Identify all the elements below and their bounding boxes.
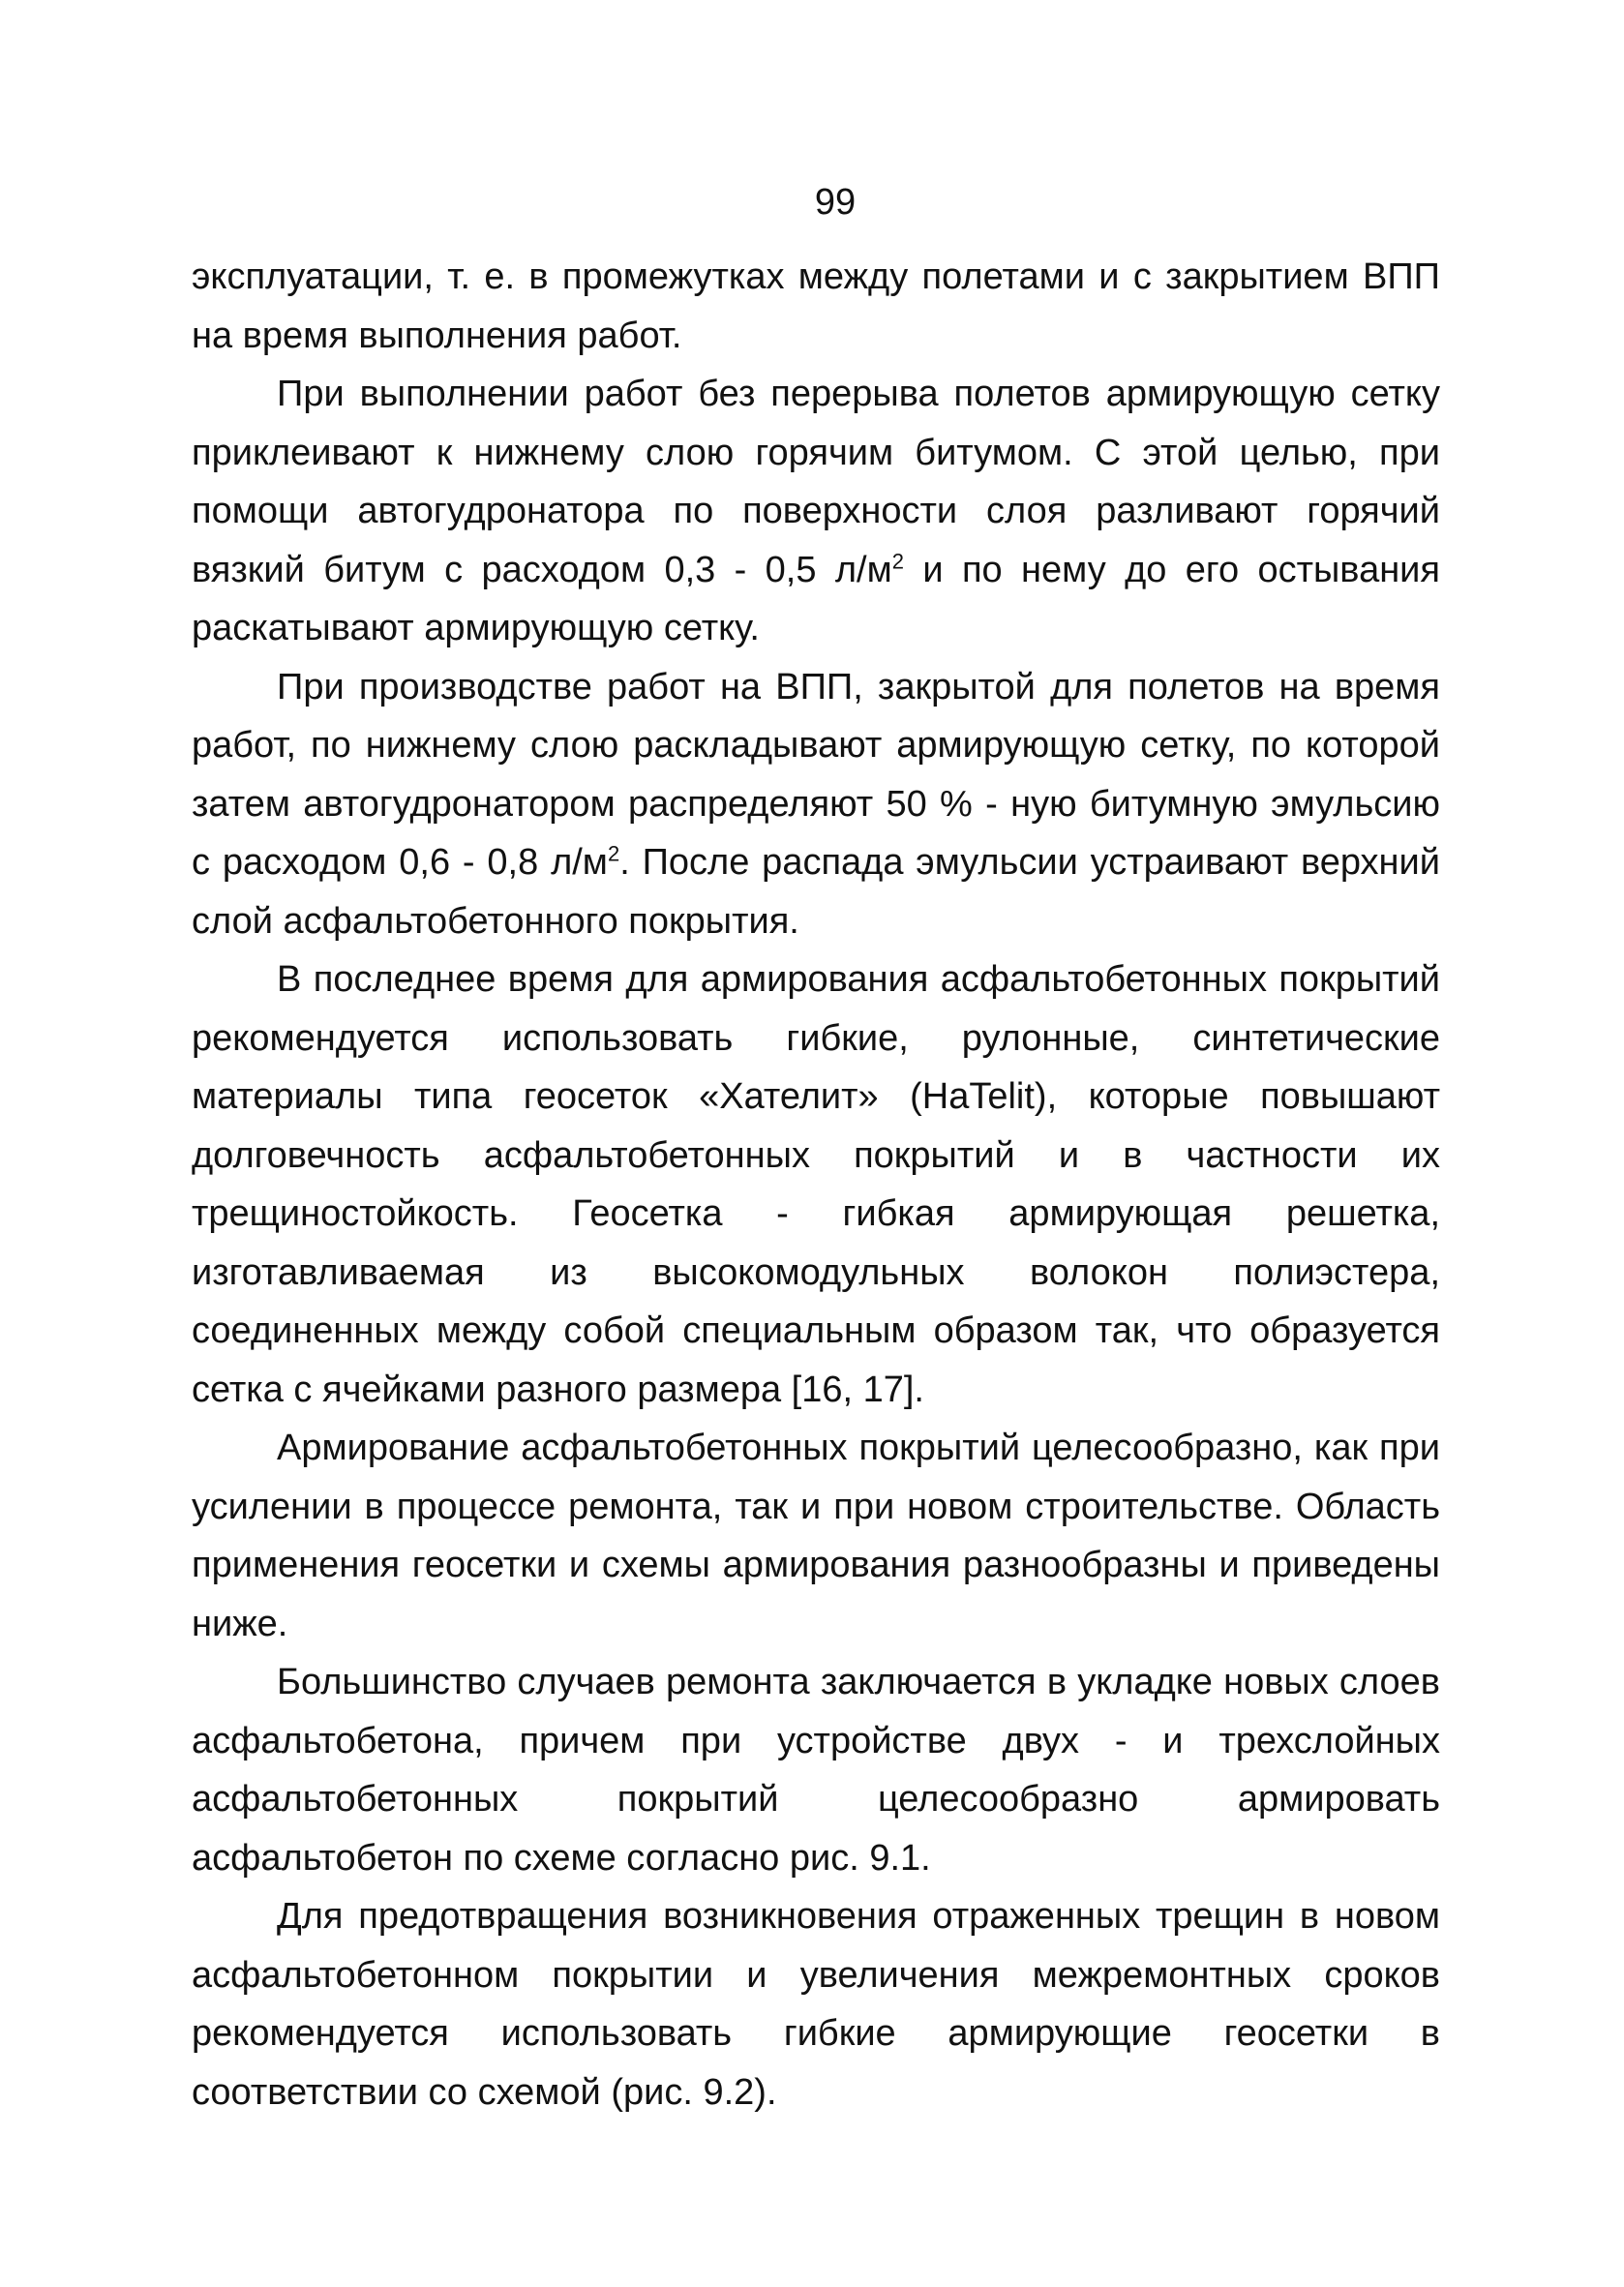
paragraph-7: Для предотвращения возникновения отраженных трещин в новом асфальтобетонном покрытии и увеличения межремонтных сроков рекомендуется использовать гибкие армирующие геосетки в соответствии со схемой (рис. 9.2). xyxy=(192,1896,1440,2113)
document-page xyxy=(192,174,1440,2121)
paragraph-2 xyxy=(192,365,1440,658)
paragraph-3-superscript: 2 xyxy=(607,841,620,866)
paragraph-3-text-before: При производстве работ на ВПП, закрытой для полетов на время работ, по нижнему слою раскладывают армирующую сетку, по которой затем автогудронатором распределяют 50 % - ную битумную эмульсию с расходом 0,6 - 0,8 л/м xyxy=(192,666,1440,883)
paragraph-1: эксплуатации, т. е. в промежутках между полетами и с закрытием ВПП на время выполнения работ. xyxy=(192,256,1440,356)
paragraph-2-superscript: 2 xyxy=(891,548,904,573)
paragraph-5: Армирование асфальтобетонных покрытий целесообразно, как при усилении в процессе ремонта, так и при новом строительстве. Область применения геосетки и схемы армирования разнообразны и приведены ниже. xyxy=(192,1428,1440,1644)
paragraph-3 xyxy=(192,658,1440,951)
paragraph-2-text-before: При выполнении работ без перерыва полетов армирующую сетку приклеивают к нижнему слою горячим битумом. С этой целью, при помощи автогудронатора по поверхности слоя разливают горячий вязкий битум с расходом 0,3 - 0,5 л/м xyxy=(192,374,1440,590)
paragraph-3-text-after: . После распада эмульсии устраивают верхний слой асфальтобетонного покрытия. xyxy=(192,842,1440,942)
page-number: 99 xyxy=(814,182,857,223)
paragraph-4: В последнее время для армирования асфальтобетонных покрытий рекомендуется использовать гибкие, рулонные, синтетические материалы типа геосеток «Хателит» (HaTelit), которые повышают долговечность асфальтобетонных покрытий и в частности их трещиностойкость. Геосетка - гибкая армирующая решетка, изготавливаемая из высокомодульных волокон полиэстера, соединенных между собой специальным образом так, что образуется сетка с ячейками разного размера [16, 17]. xyxy=(192,959,1440,1410)
paragraph-2-text-after: и по нему до его остывания раскатывают армирующую сетку. xyxy=(192,549,1440,648)
paragraph-6: Большинство случаев ремонта заключается в укладке новых слоев асфальтобетона, причем при устройстве двух - и трехслойных асфальтобетонных покрытий целесообразно армировать асфальтобетон по схеме согласно рис. 9.1. xyxy=(192,1662,1440,1879)
